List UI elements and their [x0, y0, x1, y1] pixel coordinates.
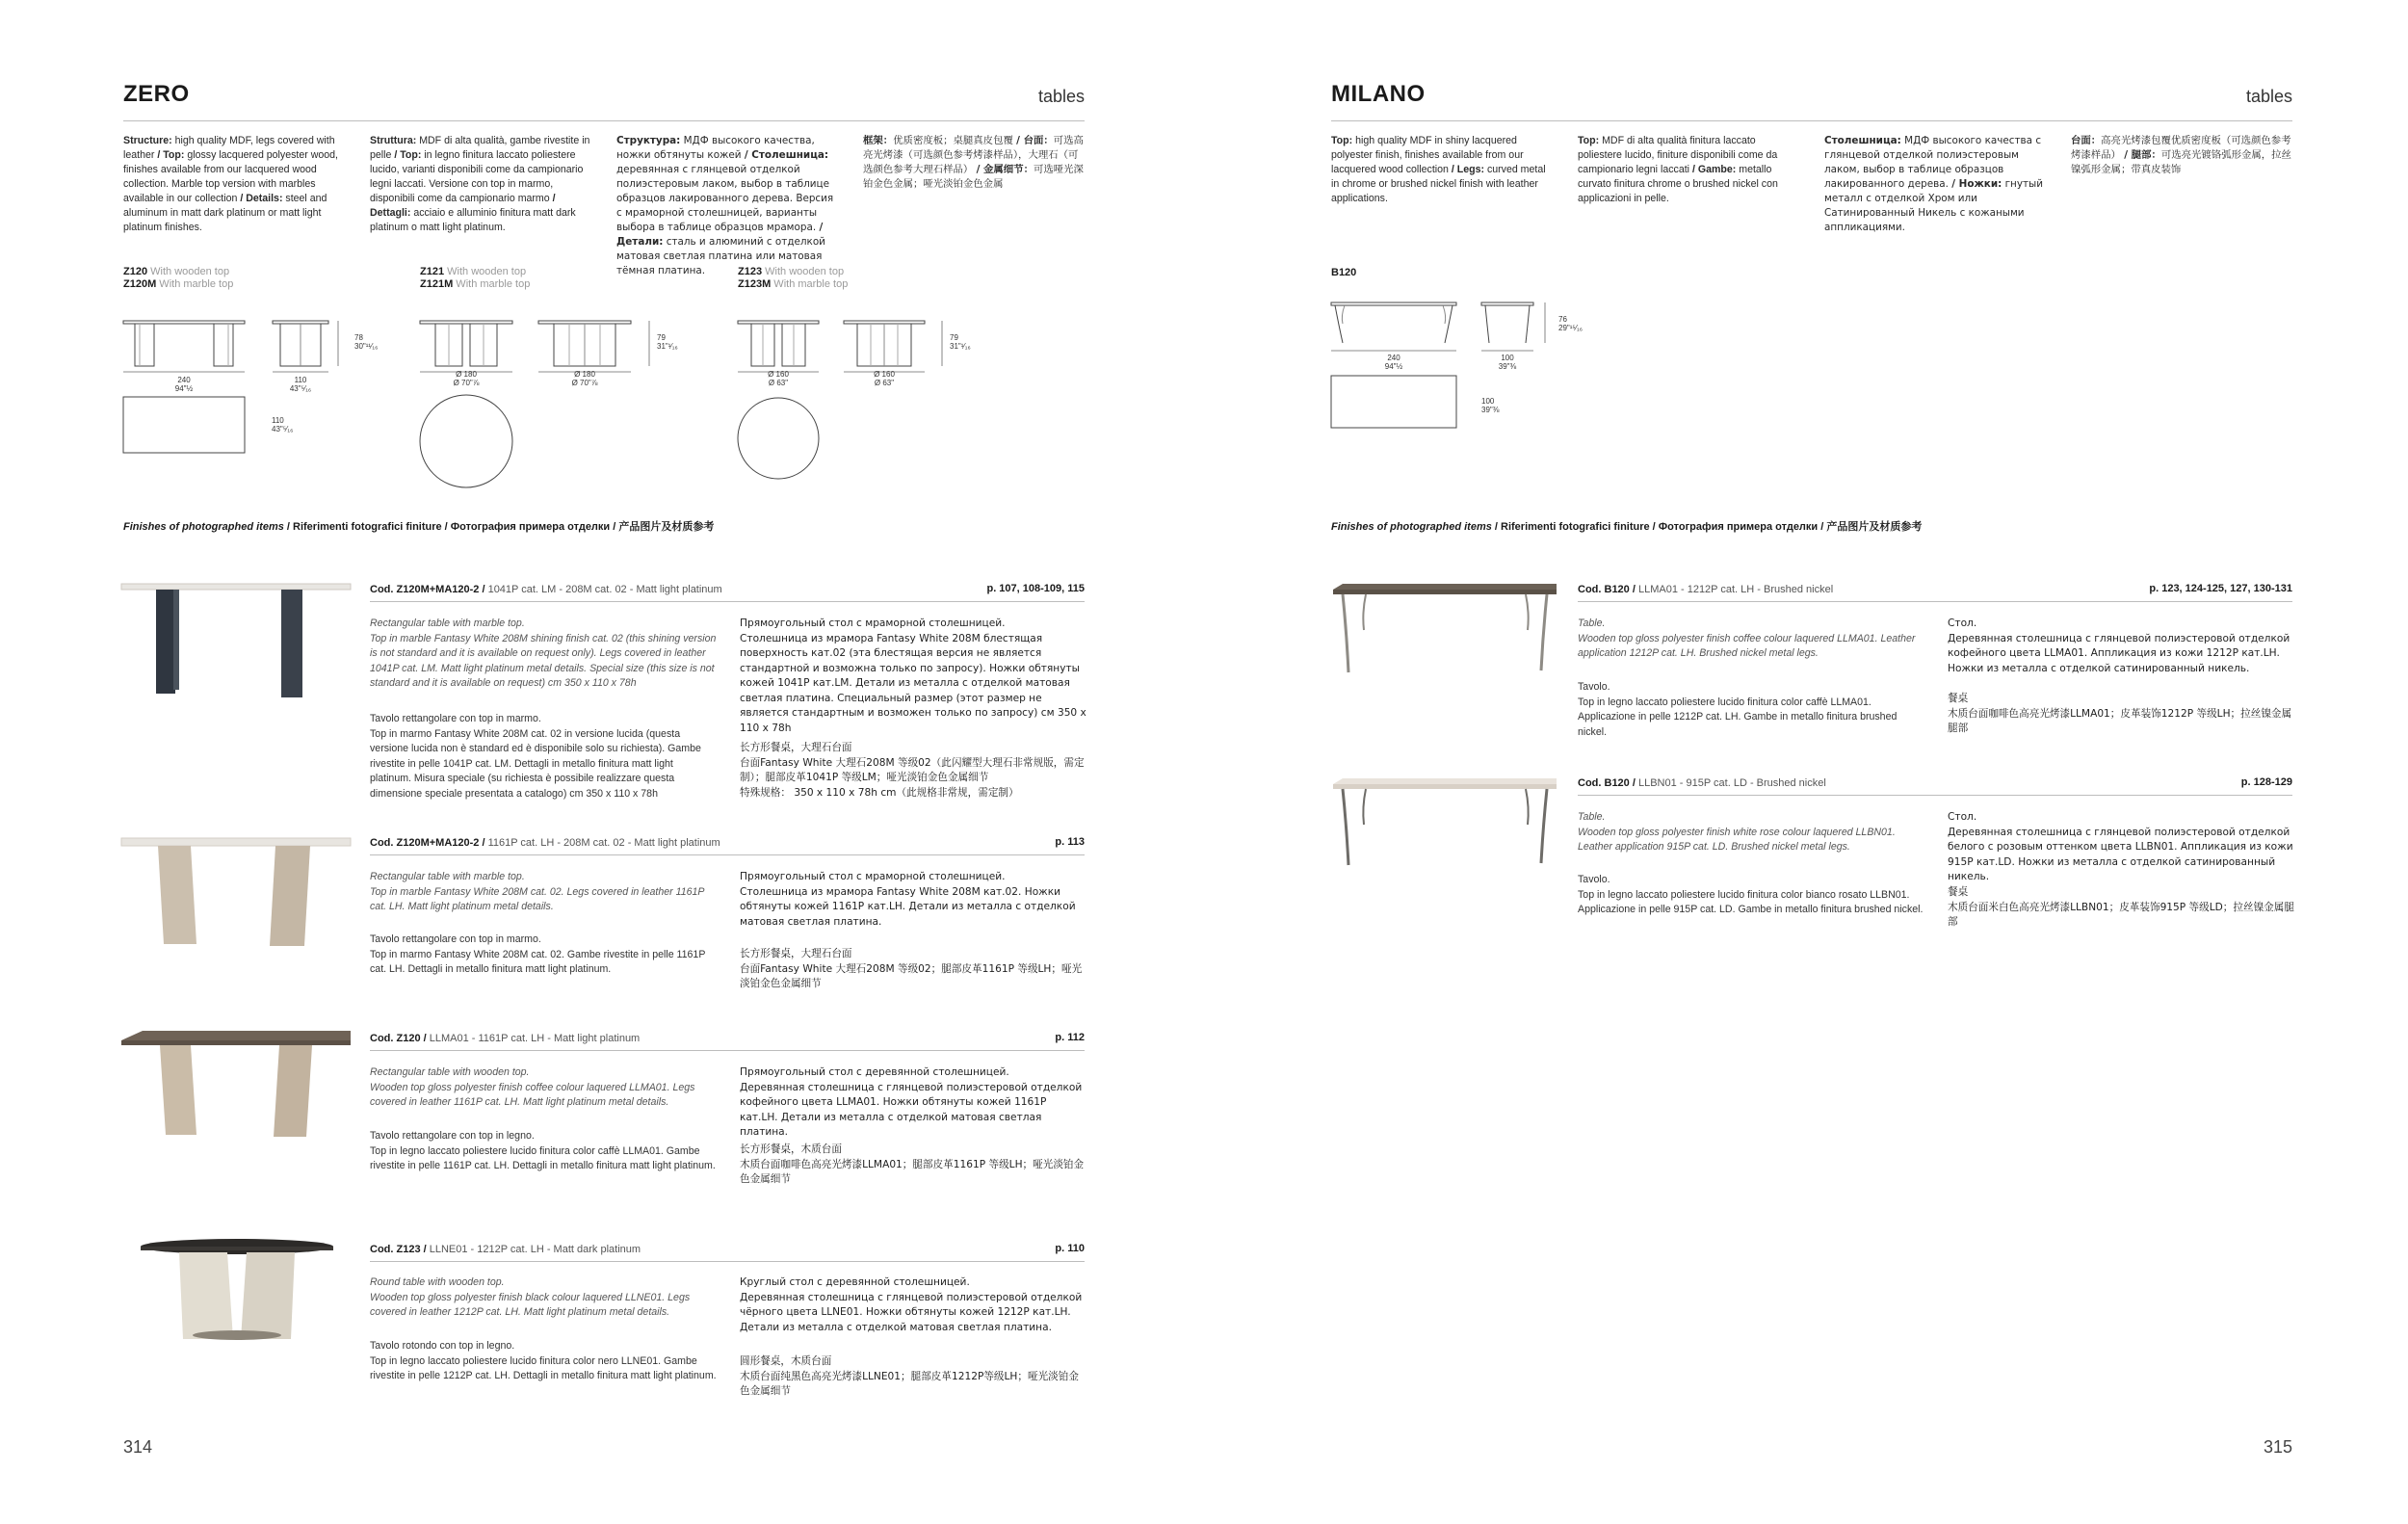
milano-product-rule-2	[1578, 795, 2292, 796]
milano-product-desc-ru-1: Стол. Деревянная столешница с глянцевой полиэстеровой отделкой кофейного цвета LLMA01. Аппликация из кожи 1212P кат.LH. Ножки из металла с отделкой сатинированный никель.	[1948, 617, 2290, 674]
product-pages-4: p. 110	[1055, 1243, 1085, 1254]
description-zh: 框架：优质密度板；桌腿真皮包覆 / 台面：可选高亮光烤漆（可选颜色参考烤漆样品），大理石（可选颜色参考大理石样品） / 金属细节：可选哑光深铂金色金属；哑光淡铂金色金属	[863, 135, 1084, 190]
model-code-z121: Z121 With wooden top Z121M With marble top	[420, 266, 531, 290]
product-desc-ru-4: Круглый стол с деревянной столешницей. Деревянная столешница с глянцевой полиэстеровой отделкой чёрного цвета LLNE01. Ножки обтянуты кожей 1212P кат.LH. Детали из металла с отделкой матовая светлая платина.	[740, 1276, 1083, 1333]
finishes-heading-left: Finishes of photographed items / Riferimenti fotografici finiture / Фотография примера отделки / 产品图片及材质参考	[123, 521, 715, 533]
milano-product-desc-en-1: Table. Wooden top gloss polyester finish coffee colour laquered LLMA01. Leather application 1212P cat. LH. Brushed nickel metal legs.	[1578, 617, 1916, 659]
product-desc-zh-1: 长方形餐桌，大理石台面 台面Fantasy White 大理石208M 等级02（此闪耀型大理石非常规版，需定制）；腿部皮革1041P 等级LM；哑光淡铂金色金属细节 特殊规格： 350 x 110 x 78h cm（此规格非常规，需定制）	[740, 742, 1085, 799]
product-rule-3	[370, 1050, 1085, 1051]
model-code-z123: Z123 With wooden top Z123M With marble top	[738, 266, 849, 290]
product-desc-en-4: Round table with wooden top. Wooden top gloss polyester finish black colour laquered LLNE01. Legs covered in leather 1212P cat. LH. Matt light platinum metal details.	[370, 1276, 691, 1318]
product-desc-it-2: Tavolo rettangolare con top in marmo. Top in marmo Fantasy White 208M cat. 02. Gambe rivestite in pelle 1161P cat. LH. Dettagli in metallo finitura matt light platinum.	[370, 933, 706, 975]
page-number-right: 315	[2263, 1437, 2292, 1457]
product-desc-it-4: Tavolo rotondo con top in legno. Top in legno laccato poliestere lucido finitura color nero LLNE01. Gambe rivestite in pelle 1212P cat. LH. Dettagli in metallo finitura matt light platinum.	[370, 1340, 717, 1381]
product-code-1: Cod. Z120M+MA120-2 / 1041P cat. LM - 208M cat. 02 - Matt light platinum	[370, 584, 722, 595]
z120-depth-dim: 110 43"⁵⁄₁₆	[289, 376, 312, 393]
product-photo-z120m-marble	[121, 584, 353, 699]
product-pages-1: p. 107, 108-109, 115	[986, 583, 1085, 594]
page-title-milano: MILANO	[1331, 81, 1426, 107]
z123-technical-drawing	[738, 318, 969, 491]
description-it: Struttura: MDF di alta qualità, gambe rivestite in pelle / Top: in legno finitura laccato poliestere lucido, varianti disponibili come da campionario legni laccati. Versione con top in marmo, disponibili come da campionario marmo / Dettagli: acciaio e alluminio finitura matt dark platinum o matt light platinum.	[370, 135, 590, 233]
product-desc-it-3: Tavolo rettangolare con top in legno. Top in legno laccato poliestere lucido finitura color caffè LLMA01. Gambe rivestite in pelle 1161P cat. LH. Dettagli in metallo finitura matt light platinum.	[370, 1130, 716, 1171]
product-photo-z120m-leather	[121, 838, 353, 954]
milano-product-desc-it-1: Tavolo. Top in legno laccato poliestere lucido finitura color caffè LLMA01. Applicazione in pelle 1212P cat. LH. Gambe in metallo finitura brushed nickel.	[1578, 681, 1898, 738]
z120-plan-dim: 110 43"⁵⁄₁₆	[272, 416, 294, 434]
milano-product-desc-zh-2: 餐桌 木质台面米白色高亮光烤漆LLBN01；皮革装饰915P 等级LD；拉丝镍金属腿部	[1948, 886, 2294, 928]
milano-description-en: Top: high quality MDF in shiny lacquered polyester finish, finishes available from our lacquered wood collection / Legs: curved metal in chrome or brushed nickel finish with leather applications.	[1331, 135, 1546, 204]
milano-product-desc-zh-1: 餐桌 木质台面咖啡色高亮光烤漆LLMA01；皮革装饰1212P 等级LH；拉丝镍金属腿部	[1948, 693, 2292, 734]
milano-product-code-1: Cod. B120 / LLMA01 - 1212P cat. LH - Brushed nickel	[1578, 584, 1834, 595]
product-desc-zh-4: 圆形餐桌，木质台面 木质台面纯黑色高亮光烤漆LLNE01；腿部皮革1212P等级LH；哑光淡铂金色金属细节	[740, 1355, 1079, 1397]
milano-product-desc-ru-2: Стол. Деревянная столешница с глянцевой полиэстеровой отделкой белого с розовым оттенком цвета LLBN01. Аппликация из кожи 915P кат.LD. Ножки из металла с отделкой сатинированный никель.	[1948, 811, 2293, 882]
z123-height-dim: 79 31"¹⁄₁₆	[950, 333, 971, 351]
product-desc-en-1: Rectangular table with marble top. Top in marble Fantasy White 208M shining finish cat. 02 (this shining version is not standard and it is available on request only). Legs covered in leather 1041P cat. LM. Matt light platinum metal details. Special size (this size is not standard and it is available on request) cm 350 x 110 x 78h	[370, 617, 717, 689]
page-number-left: 314	[123, 1437, 153, 1457]
product-photo-z123-round	[141, 1239, 343, 1345]
model-code-b120: B120	[1331, 267, 1357, 278]
product-photo-z120-wood	[121, 1031, 353, 1142]
product-photo-b120-coffee	[1329, 584, 1560, 676]
product-photo-b120-rose	[1329, 778, 1560, 871]
category-label: tables	[1037, 87, 1085, 106]
product-code-2: Cod. Z120M+MA120-2 / 1161P cat. LH - 208M cat. 02 - Matt light platinum	[370, 837, 720, 849]
z123-diam-b-dim: Ø 160 Ø 63"	[874, 370, 895, 387]
header-rule	[123, 120, 1085, 121]
milano-product-pages-1: p. 123, 124-125, 127, 130-131	[2149, 583, 2292, 594]
page-title-zero: ZERO	[123, 81, 190, 107]
product-desc-zh-3: 长方形餐桌，木质台面 木质台面咖啡色高亮光烤漆LLMA01；腿部皮革1161P 等级LH；哑光淡铂金色金属细节	[740, 1143, 1085, 1185]
product-desc-en-3: Rectangular table with wooden top. Wooden top gloss polyester finish coffee colour laquered LLMA01. Legs covered in leather 1161P cat. LH. Matt light platinum metal details.	[370, 1066, 695, 1108]
milano-description-it: Top: MDF di alta qualità finitura laccato poliestere lucido, finiture disponibili come da campionario legni laccati / Gambe: metallo curvato finitura chrome o brushed nickel con applicazioni in pelle.	[1578, 135, 1778, 204]
milano-description-ru: Столешница: МДФ высокого качества с глянцевой отделкой полиэстеровым лаком, выбор в таблице образцов лакированного дерева. / Ножки: гнутый металл с отделкой Хром или Сатинированный Никель с кожаными аппликациями.	[1824, 135, 2044, 233]
product-code-3: Cod. Z120 / LLMA01 - 1161P cat. LH - Matt light platinum	[370, 1033, 641, 1044]
finishes-heading-right: Finishes of photographed items / Riferimenti fotografici finiture / Фотография примера отделки / 产品图片及材质参考	[1331, 521, 1923, 533]
z121-technical-drawing	[420, 318, 670, 491]
milano-product-code-2: Cod. B120 / LLBN01 - 915P cat. LD - Brushed nickel	[1578, 777, 1826, 789]
description-ru: Структура: МДФ высокого качества, ножки обтянуты кожей / Столешница: деревянная с глянцевой отделкой полиэстеровым лаком, выбор в таблице образцов лакированного дерева. Версия с мраморной столешницей, варианты выбора в таблице образцов мрамора. / Детали: сталь и алюминий с отделкой матовая светлая платина или матовая тёмная платина.	[616, 135, 834, 276]
z120-height-dim: 78 30"¹¹⁄₁₆	[354, 333, 379, 351]
b120-length-dim: 240 94"½	[1384, 354, 1403, 371]
category-label-right: tables	[2245, 87, 2292, 106]
b120-plan-dim: 100 39"⅜	[1481, 397, 1500, 414]
milano-product-pages-2: p. 128-129	[2240, 776, 2292, 788]
product-desc-ru-3: Прямоугольный стол с деревянной столешницей. Деревянная столешница с глянцевой полиэстеровой отделкой кофейного цвета LLMA01. Ножки обтянуты кожей 1161P кат.LH. Детали из металла с отделкой матовая светлая платина.	[740, 1066, 1083, 1138]
product-desc-zh-2: 长方形餐桌，大理石台面 台面Fantasy White 大理石208M 等级02；腿部皮革1161P 等级LH；哑光淡铂金色金属细节	[740, 948, 1083, 989]
product-desc-it-1: Tavolo rettangolare con top in marmo. Top in marmo Fantasy White 208M cat. 02 in versione lucida (questa versione lucida non è standard ed è disponibile solo su richiesta). Gambe rivestite in pelle 1041P cat. LM. Dettagli in metallo finitura matt light platinum. Misura speciale (su richiesta è possibile realizzare questa dimensione speciale presentata a catalogo) cm 350 x 110 x 78h	[370, 713, 701, 800]
product-desc-en-2: Rectangular table with marble top. Top in marble Fantasy White 208M cat. 02. Legs covered in leather 1161P cat. LH. Matt light platinum metal details.	[370, 871, 705, 912]
product-code-4: Cod. Z123 / LLNE01 - 1212P cat. LH - Matt dark platinum	[370, 1244, 641, 1255]
z121-diam-b-dim: Ø 180 Ø 70"⅞	[571, 370, 598, 387]
product-rule-4	[370, 1261, 1085, 1262]
product-desc-ru-2: Прямоугольный стол с мраморной столешницей. Столешница из мрамора Fantasy White 208M кат.02. Ножки обтянуты кожей 1161P кат.LH. Детали из металла с отделкой матовая светлая платина.	[740, 871, 1076, 928]
b120-depth-dim: 100 39"⅜	[1498, 354, 1517, 371]
milano-product-rule-1	[1578, 601, 2292, 602]
product-pages-2: p. 113	[1055, 836, 1085, 848]
product-rule-1	[370, 601, 1085, 602]
b120-height-dim: 76 29"¹⁵⁄₁₆	[1558, 315, 1583, 332]
z121-height-dim: 79 31"¹⁄₁₆	[657, 333, 678, 351]
product-desc-ru-1: Прямоугольный стол с мраморной столешницей. Столешница из мрамора Fantasy White 208M блестящая поверхность кат.02 (эта блестящая версия не является стандартной и возможна только по запросу). Ножки обтянуты кожей 1041P кат.LM. Детали из металла с отделкой матовая светлая платина. Специальный размер (этот размер не является стандартным и возможен только по запросу) см 350 x 110 x 78h	[740, 617, 1086, 734]
z120-length-dim: 240 94"½	[174, 376, 194, 393]
z121-diam-a-dim: Ø 180 Ø 70"⅞	[453, 370, 480, 387]
product-rule-2	[370, 854, 1085, 855]
model-code-z120: Z120 With wooden top Z120M With marble top	[123, 266, 234, 290]
milano-product-desc-en-2: Table. Wooden top gloss polyester finish white rose colour laquered LLBN01. Leather application 915P cat. LD. Brushed nickel metal legs.	[1578, 811, 1896, 853]
product-pages-3: p. 112	[1055, 1032, 1085, 1043]
header-rule-right	[1331, 120, 2292, 121]
milano-description-zh: 台面：高亮光烤漆包覆优质密度板（可选颜色参考烤漆样品） / 腿部：可选亮光镀铬弧形金属，拉丝镍弧形金属；带真皮装饰	[2071, 135, 2291, 175]
z123-diam-a-dim: Ø 160 Ø 63"	[768, 370, 789, 387]
milano-product-desc-it-2: Tavolo. Top in legno laccato poliestere lucido finitura color bianco rosato LLBN01. Applicazione in pelle 915P cat. LD. Gambe in metallo finitura brushed nickel.	[1578, 874, 1924, 915]
description-en: Structure: high quality MDF, legs covered with leather / Top: glossy lacquered polyester wood, finishes available from our lacquered wood collection. Marble top version with marbles available in our collection / Details: steel and aluminum in matt dark platinum or matt light platinum finishes.	[123, 135, 338, 233]
